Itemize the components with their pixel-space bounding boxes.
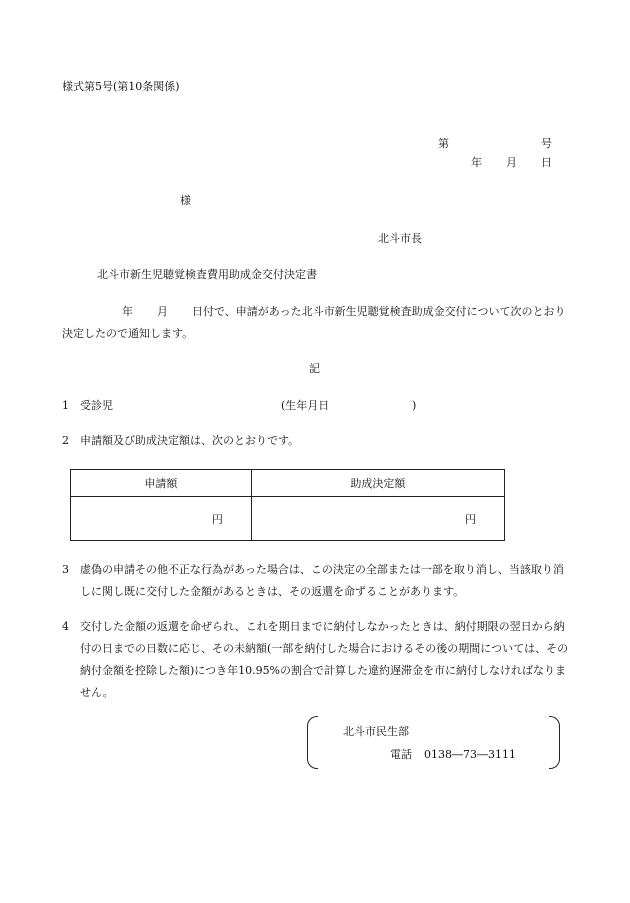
contact-bracket-right — [549, 716, 560, 769]
contact-department: 北斗市民生部 — [343, 725, 409, 738]
table-row — [71, 497, 505, 541]
intro-year: 年 — [122, 305, 133, 318]
application-amount-cell: 円 — [71, 497, 252, 541]
item-1-label: 受診児 — [80, 399, 113, 412]
item-2-number: 2 — [62, 434, 69, 447]
date-year: 年 — [471, 156, 482, 169]
item-4-number: 4 — [62, 620, 69, 633]
date-day: 日 — [541, 156, 552, 169]
phone-label: 電話 — [390, 748, 412, 761]
intro-text: 日付で、申請があった北斗市新生児聴覚検査助成金交付について次のとおり決定したので通知します。 — [62, 305, 566, 340]
header-grant-amount: 助成決定額 — [251, 470, 504, 497]
item-1-number: 1 — [62, 399, 69, 412]
item-3-number: 3 — [62, 563, 69, 576]
amount-table — [70, 469, 505, 541]
birthdate-close: ) — [412, 399, 417, 412]
contact-phone — [390, 748, 516, 762]
item-3-text: 虚偽の申請その他不正な行為があった場合は、この決定の全部または一部を取り消し、当該取り消しに関し既に交付した金額があるときは、その返還を命ずることがあります。 — [80, 563, 564, 598]
contact-bracket-left — [307, 716, 318, 769]
header-application-amount: 申請額 — [71, 470, 252, 497]
item-4-text: 交付した金額の返還を命ぜられ、これを期日までに納付しなかったときは、納付期限の翌日から納付の日までの日数に応じ、その未納額(一部を納付した場合におけるその後の期間については、その納付金額を控除した額)につき年10.95%の割合で計算した違約遅滞金を市に納付しなければなりません。 — [80, 620, 569, 699]
intro-paragraph — [62, 301, 570, 345]
form-label: 様式第5号(第10条関係) — [62, 80, 180, 93]
recipient-honorific: 様 — [180, 194, 191, 207]
date-month: 月 — [506, 156, 517, 169]
grant-amount-cell: 円 — [251, 497, 504, 541]
intro-month: 月 — [157, 305, 168, 318]
table-header-row — [71, 470, 505, 497]
doc-number-suffix: 号 — [541, 137, 552, 150]
phone-number: 0138―73―3111 — [424, 748, 516, 761]
item-2-text: 申請額及び助成決定額は、次のとおりです。 — [80, 434, 300, 447]
document-title: 北斗市新生児聴覚検査費用助成金交付決定書 — [97, 268, 317, 281]
doc-number-prefix: 第 — [438, 137, 449, 150]
birthdate-open: (生年月日 — [281, 399, 330, 412]
ki-heading: 記 — [309, 362, 320, 375]
issuer-name: 北斗市長 — [378, 232, 422, 245]
